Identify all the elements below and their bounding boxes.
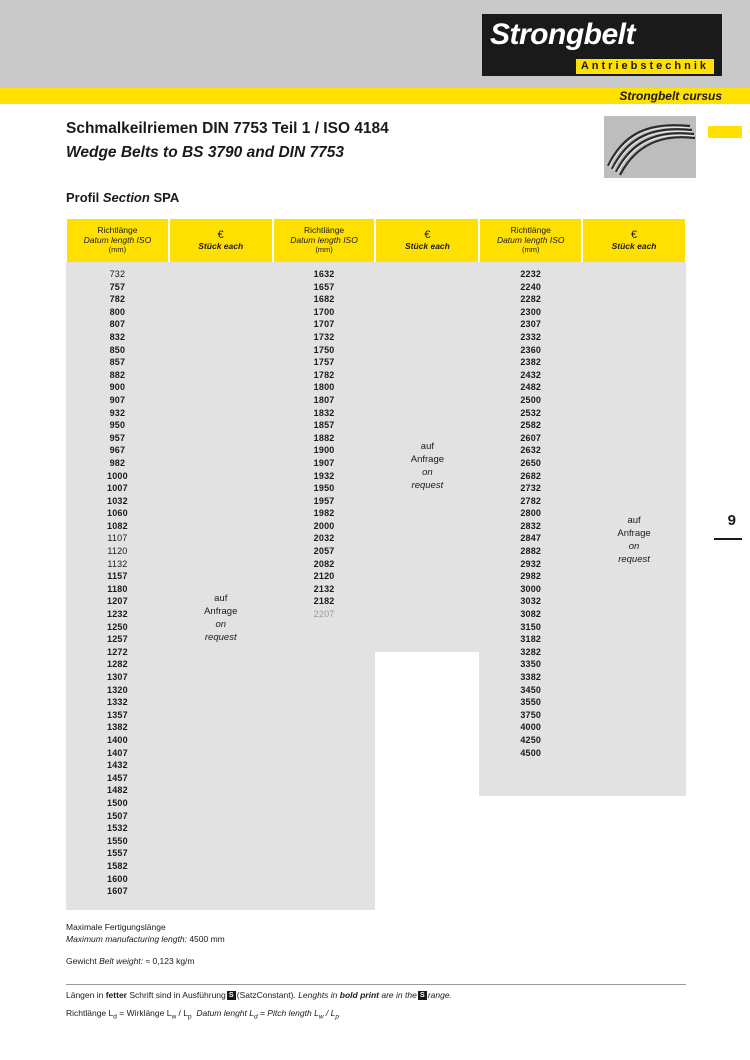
length-cell: 1550 — [107, 835, 128, 846]
length-cell: 2432 — [520, 369, 542, 380]
price-note-l1: auf — [420, 441, 434, 452]
length-cell: 1882 — [313, 432, 335, 443]
length-cell: 3350 — [520, 659, 542, 670]
length-cell: 2132 — [313, 583, 335, 594]
length-cell: 1432 — [107, 760, 128, 771]
length-cells-1 — [66, 262, 169, 910]
length-cell: 2607 — [520, 432, 542, 443]
datum-de-sub3: p — [187, 1013, 192, 1021]
length-cell: 3182 — [520, 634, 542, 645]
bold-print-note — [66, 990, 452, 1000]
column-header-price-1 — [169, 218, 273, 262]
length-cell: 1707 — [313, 319, 335, 330]
length-cell: 2032 — [313, 533, 335, 544]
length-cell: 1600 — [107, 873, 128, 884]
length-cell: 2500 — [520, 394, 542, 405]
length-cell: 1120 — [107, 546, 128, 557]
footnote-divider — [66, 984, 686, 985]
length-cell: 800 — [109, 306, 126, 317]
length-cell: 1832 — [313, 407, 335, 418]
length-cell: 1857 — [313, 420, 335, 431]
datum-de-sub2: w — [171, 1013, 177, 1021]
length-cell: 1582 — [107, 860, 128, 871]
length-cell: 1500 — [107, 797, 128, 808]
header-currency: € — [217, 229, 224, 242]
length-cell: 907 — [109, 394, 126, 405]
bold-note-de-1: Längen in — [66, 990, 104, 1000]
column-group-3-lengths — [479, 218, 582, 910]
length-cell: 932 — [109, 407, 126, 418]
datum-de-3: / L — [176, 1008, 188, 1018]
page-title-de: Schmalkeilriemen DIN 7753 Teil 1 / ISO 4184 — [66, 120, 389, 137]
length-cell: 1307 — [107, 672, 128, 682]
header-line-de: Richtlänge — [97, 225, 138, 236]
length-cell: 3000 — [520, 583, 542, 594]
length-cell: 2282 — [520, 294, 542, 305]
length-cell: 957 — [109, 432, 126, 443]
length-cell: 3282 — [520, 646, 542, 657]
vbelt-illustration-icon — [604, 116, 696, 178]
length-cell: 2782 — [520, 495, 542, 506]
length-cell: 1632 — [313, 269, 335, 279]
profile-label-de: Profil — [66, 190, 100, 205]
column-group-2-lengths — [273, 218, 376, 910]
datum-en-sub2: w — [318, 1013, 324, 1021]
weight-label-en: Belt weight: — [99, 956, 144, 966]
price-note-l4: request — [204, 632, 237, 643]
length-cell: 950 — [109, 420, 126, 431]
length-cell: 1782 — [313, 369, 335, 380]
weight-note — [66, 956, 195, 966]
length-cell: 2932 — [520, 558, 542, 569]
datum-en: Datum lenght L — [196, 1008, 254, 1018]
length-cell: 1382 — [107, 722, 128, 733]
length-cell: 3750 — [520, 709, 542, 720]
column-header-price-3 — [582, 218, 686, 262]
length-cell: 1507 — [107, 810, 128, 821]
brand-logo-subtitle: Antriebstechnik — [576, 59, 714, 74]
length-cell: 1557 — [107, 848, 128, 859]
length-cell: 1320 — [107, 684, 128, 695]
length-cell: 3032 — [520, 596, 542, 607]
profile-value: SPA — [153, 190, 180, 205]
length-cell: 1532 — [107, 823, 128, 834]
length-cell: 1700 — [313, 306, 335, 317]
datum-de-sub: d — [113, 1013, 117, 1021]
length-cell: 3082 — [520, 609, 542, 620]
length-cell: 2120 — [313, 571, 335, 582]
length-cell: 2632 — [520, 445, 542, 456]
satzconstant-icon-en: S — [418, 991, 427, 1000]
length-cell: 1232 — [107, 609, 128, 620]
weight-label-de: Gewicht — [66, 956, 97, 966]
length-cell: 807 — [109, 319, 126, 330]
length-cell: 2082 — [313, 558, 335, 569]
length-cell: 1982 — [313, 508, 335, 519]
bold-note-en-3: are in the — [381, 990, 417, 1000]
length-cell: 850 — [109, 344, 126, 355]
brand-logo-text: Strongbelt — [490, 18, 635, 51]
length-cell: 882 — [109, 369, 126, 380]
length-cell: 4500 — [520, 747, 542, 758]
price-note-l3: on — [422, 467, 433, 478]
bold-note-en-2: bold print — [339, 990, 379, 1000]
length-cell: 2057 — [313, 546, 335, 557]
max-length-note-en — [66, 934, 225, 944]
bold-note-de-3: Schrift sind in Ausführung — [129, 990, 226, 1000]
max-length-value: 4500 mm — [189, 934, 225, 944]
price-note-l2: Anfrage — [410, 454, 445, 465]
page-title-en: Wedge Belts to BS 3790 and DIN 7753 — [66, 144, 344, 161]
product-photo — [604, 116, 696, 178]
brand-logo — [482, 14, 722, 76]
length-cell: 3450 — [520, 684, 542, 695]
profile-label-en: Section — [102, 190, 150, 205]
header-line-en: Datum length ISO — [83, 235, 152, 246]
length-cell: 857 — [109, 357, 126, 368]
datum-en-2: = Pitch length L — [257, 1008, 319, 1018]
datum-length-note — [66, 1008, 339, 1021]
length-cell: 2360 — [520, 344, 542, 355]
length-cell: 1657 — [313, 281, 335, 292]
page-number-rule — [714, 538, 742, 540]
datum-en-3: / L — [323, 1008, 336, 1018]
header-per-piece: Stück each — [404, 240, 450, 251]
length-cell: 3382 — [520, 672, 542, 682]
satzconstant-icon: S — [227, 991, 236, 1000]
length-cell: 1180 — [107, 583, 128, 594]
length-cells-2 — [273, 262, 376, 910]
length-cell: 1482 — [107, 785, 128, 796]
bold-note-en-4: range. — [427, 990, 452, 1000]
length-price-table — [66, 218, 686, 910]
length-cell: 2382 — [520, 357, 542, 368]
header-per-piece: Stück each — [198, 240, 244, 251]
column-header-length-2 — [273, 218, 376, 262]
length-cell: 1332 — [107, 697, 128, 708]
header-currency: € — [424, 229, 431, 242]
length-cell: 2207 — [313, 609, 335, 620]
column-header-price-2 — [375, 218, 479, 262]
price-note-l1: auf — [214, 593, 228, 604]
column-group-3-price — [582, 218, 686, 910]
length-cell: 1082 — [107, 520, 128, 531]
datum-en-sub: d — [254, 1013, 258, 1021]
length-cell: 1357 — [107, 709, 128, 720]
price-note-l2: Anfrage — [204, 606, 238, 617]
length-cell: 2240 — [520, 281, 542, 292]
datum-de-2: = Wirklänge L — [116, 1008, 172, 1018]
length-cell: 1132 — [107, 558, 128, 569]
length-cell: 2650 — [520, 457, 542, 468]
column-header-length-1 — [66, 218, 169, 262]
header-currency: € — [630, 229, 638, 242]
weight-value: ≈ 0,123 kg/m — [145, 956, 195, 966]
length-cell: 2307 — [520, 319, 542, 330]
price-note-l1: auf — [627, 515, 641, 526]
price-cell-2 — [375, 262, 479, 652]
length-cell: 3150 — [520, 621, 542, 632]
length-cell: 2732 — [520, 483, 542, 494]
page-number: 9 — [727, 512, 736, 529]
length-cells-3 — [479, 262, 582, 796]
length-cell: 1282 — [107, 659, 128, 670]
header-line-unit: (mm) — [108, 244, 127, 254]
length-cell: 1900 — [313, 445, 335, 456]
length-cell: 2882 — [520, 546, 542, 557]
length-cell: 1000 — [107, 470, 128, 481]
length-cell: 1957 — [313, 495, 335, 506]
column-group-1-price — [169, 218, 273, 910]
length-cell: 1400 — [107, 734, 128, 745]
length-cell: 1607 — [107, 886, 128, 897]
length-cell: 1682 — [313, 294, 335, 305]
datum-en-sub3: p — [335, 1013, 339, 1021]
bold-note-de-4: (SatzConstant). — [236, 990, 296, 1000]
length-cell: 1250 — [107, 621, 128, 632]
length-cell: 967 — [109, 445, 126, 456]
header-line-unit: (mm) — [521, 244, 540, 254]
length-cell: 2832 — [520, 520, 542, 531]
column-header-length-3 — [479, 218, 582, 262]
price-note-l2: Anfrage — [617, 528, 651, 539]
price-note-l3: on — [628, 541, 640, 552]
length-cell: 1207 — [107, 596, 128, 607]
price-cell-3 — [582, 262, 686, 796]
length-cell: 2800 — [520, 508, 542, 519]
length-cell: 2982 — [520, 571, 542, 582]
length-cell: 1107 — [107, 533, 128, 544]
length-cell: 1807 — [313, 394, 335, 405]
length-cell: 1032 — [107, 495, 128, 506]
length-cell: 2847 — [520, 533, 542, 544]
length-cell: 1257 — [107, 634, 128, 645]
length-cell: 2682 — [520, 470, 542, 481]
length-cell: 2482 — [520, 382, 542, 393]
length-cell: 2000 — [313, 520, 335, 531]
column-group-2-price — [375, 218, 479, 910]
length-cell: 4000 — [520, 722, 542, 733]
header-per-piece: Stück each — [611, 240, 657, 251]
yellow-accent-tab — [708, 126, 742, 138]
length-cell: 2582 — [520, 420, 542, 431]
length-cell: 1907 — [313, 457, 335, 468]
profile-heading — [66, 190, 179, 205]
header-line-en: Datum length ISO — [290, 235, 358, 246]
length-cell: 2332 — [520, 331, 542, 342]
length-cell: 2232 — [520, 269, 542, 279]
length-cell: 3550 — [520, 697, 542, 708]
length-cell: 2532 — [520, 407, 542, 418]
length-cell: 757 — [109, 281, 126, 292]
price-note-l4: request — [618, 554, 650, 565]
length-cell: 1932 — [313, 470, 335, 481]
column-group-1-lengths — [66, 218, 169, 910]
length-cell: 1457 — [107, 772, 128, 783]
price-cell-1 — [169, 262, 273, 910]
length-cell: 1757 — [313, 357, 335, 368]
cursus-label: Strongbelt cursus — [619, 89, 722, 103]
header-line-en: Datum length ISO — [496, 235, 565, 246]
price-note-l4: request — [411, 480, 444, 491]
length-cell: 1800 — [313, 382, 335, 393]
length-cell: 1060 — [107, 508, 128, 519]
length-cell: 1007 — [107, 483, 128, 494]
header-line-unit: (mm) — [315, 244, 333, 254]
length-cell: 1950 — [313, 483, 335, 494]
length-cell: 4250 — [520, 734, 542, 745]
length-cell: 900 — [109, 382, 126, 393]
length-cell: 2182 — [313, 596, 335, 607]
price-note-l3: on — [215, 619, 227, 630]
header-line-de: Richtlänge — [303, 225, 345, 236]
length-cell: 982 — [109, 457, 126, 468]
length-cell: 732 — [109, 269, 126, 279]
length-cell: 1272 — [107, 646, 128, 657]
datum-de: Richtlänge L — [66, 1008, 114, 1018]
bold-note-de-2: fetter — [105, 990, 127, 1000]
length-cell: 1732 — [313, 331, 335, 342]
max-length-note-de: Maximale Fertigungslänge — [66, 922, 166, 932]
length-cell: 782 — [109, 294, 126, 305]
length-cell: 1157 — [107, 571, 128, 582]
max-length-note-en-label: Maximum manufacturing length: — [66, 934, 187, 944]
length-cell: 2300 — [520, 306, 542, 317]
length-cell: 832 — [109, 331, 126, 342]
page-header — [0, 0, 750, 88]
bold-note-en-1: Lenghts in — [298, 990, 338, 1000]
length-cell: 1407 — [107, 747, 128, 758]
length-cell: 1750 — [313, 344, 335, 355]
header-line-de: Richtlänge — [510, 225, 551, 236]
